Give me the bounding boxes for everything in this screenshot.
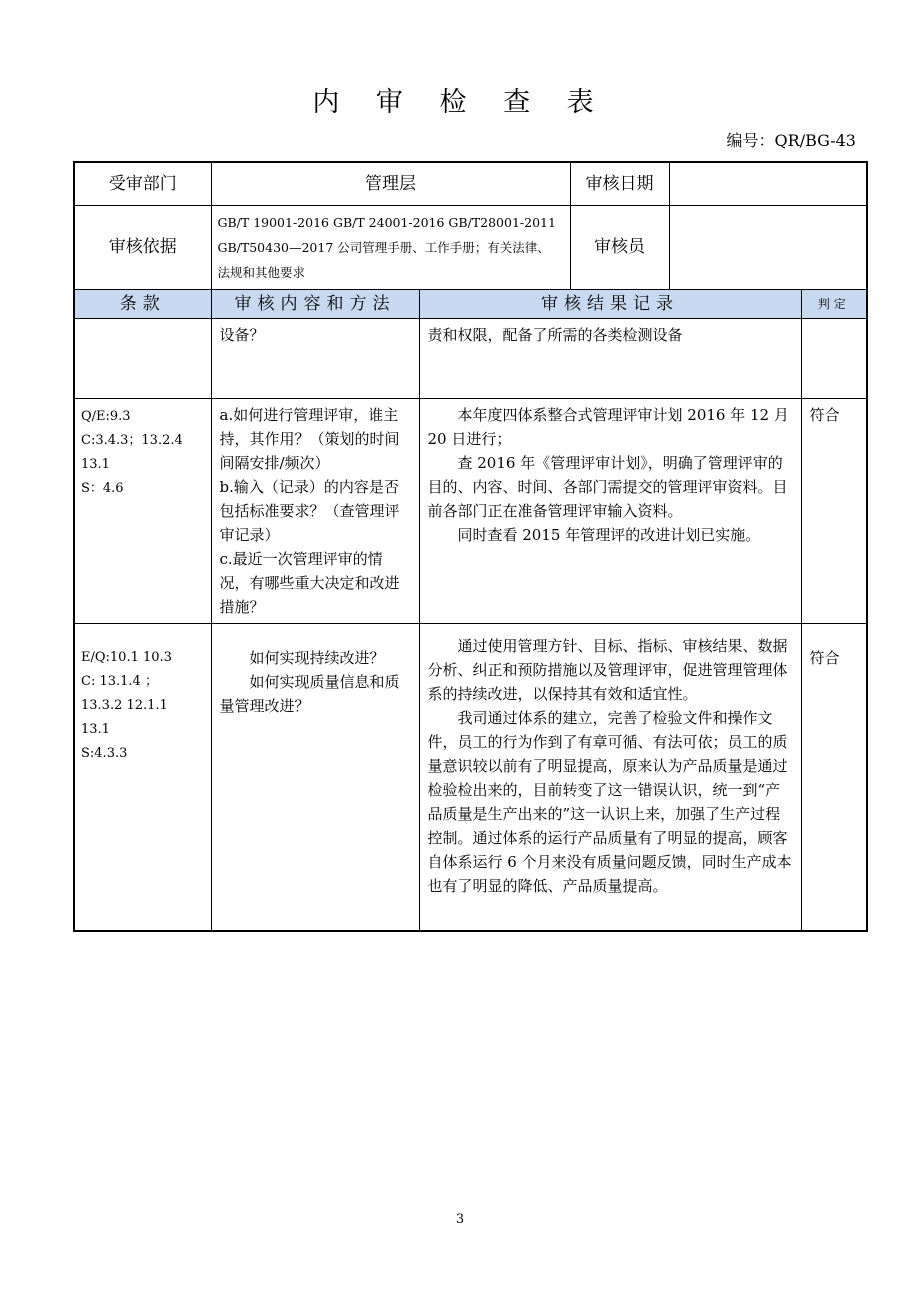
- date-value: [669, 162, 867, 205]
- basis-line: 法规和其他要求: [217, 264, 306, 280]
- auditor-label: 审核员: [570, 205, 669, 289]
- clause-cell: [74, 398, 211, 623]
- auditor-value: [669, 205, 867, 289]
- audit-checklist-table: [73, 161, 868, 932]
- document-number: 编号：QR/BG-43: [726, 131, 856, 150]
- header-clause: 条款: [74, 289, 211, 318]
- clause-line: Q/E:9.3: [81, 408, 131, 424]
- clause-line: C: 13.1.4 ；: [81, 673, 158, 689]
- date-label: 审核日期: [570, 162, 669, 205]
- table-row: [74, 398, 867, 623]
- basis-value: [211, 205, 570, 289]
- result-cell: [419, 623, 801, 931]
- content-line: 设备？: [219, 325, 265, 344]
- document-title: 内 审 检 查 表: [312, 87, 608, 118]
- clause-line: C:3.4.3；13.2.4: [81, 432, 183, 448]
- dept-row: [74, 162, 867, 205]
- header-content: 审核内容和方法: [211, 289, 419, 318]
- result-cell: [419, 318, 801, 398]
- judge-cell: 符合: [801, 623, 867, 931]
- clause-line: 13.1: [81, 721, 110, 737]
- basis-row: [74, 205, 867, 289]
- clause-line: S：4.6: [81, 480, 124, 496]
- page-number: 3: [455, 1212, 465, 1227]
- result-line: 本年度四体系整合式管理评审计划 2016 年 12 月 20 日进行；: [427, 405, 789, 448]
- result-line: 我司通过体系的建立，完善了检验文件和操作文件，员工的行为作到了有章可循、有法可依；员工的质量意识较以前有了明显提高，原来认为产品质量是通过检验检出来的，目前转变了这一错误认识，统一到“产品质量是生产出来的”这一认识上来，加强了生产过程控制。通过体系的运行产品质量有了明显的提高，顾客自体系运行 6 个月来没有质量问题反馈，同时生产成本也有了明显的降低、产品质量提高。: [427, 708, 792, 895]
- result-line: 通过使用管理方针、目标、指标、审核结果、数据分析、纠正和预防措施以及管理评审，促进管理管理体系的持续改进，以保持其有效和适宜性。: [427, 636, 788, 703]
- result-cell: [419, 398, 801, 623]
- judge-cell: [801, 318, 867, 398]
- basis-label: 审核依据: [74, 205, 211, 289]
- clause-line: 13.1: [81, 456, 110, 472]
- content-line: 如何实现持续改进？: [249, 648, 385, 667]
- result-line: 责和权限，配备了所需的各类检测设备: [427, 325, 683, 344]
- content-line: c.最近一次管理评审的情况，有哪些重大决定和改进措施？: [219, 549, 400, 616]
- result-line: 同时查看 2015 年管理评的改进计划已实施。: [457, 525, 761, 544]
- header-judge: 判定: [801, 289, 867, 318]
- dept-value: 管理层: [211, 162, 570, 205]
- content-line: a.如何进行管理评审，谁主持，其作用？（策划的时间间隔安排/频次）: [219, 405, 400, 472]
- content-cell: [211, 398, 419, 623]
- content-line: b.输入（记录）的内容是否包括标准要求？（查管理评审记录）: [219, 477, 400, 544]
- clause-line: S:4.3.3: [81, 745, 128, 761]
- header-result: 审核结果记录: [419, 289, 801, 318]
- clause-line: E/Q:10.1 10.3: [81, 649, 172, 665]
- table-row: [74, 623, 867, 931]
- clause-cell: [74, 318, 211, 398]
- column-header-row: [74, 289, 867, 318]
- clause-cell: [74, 623, 211, 931]
- table-row: [74, 318, 867, 398]
- content-cell: [211, 318, 419, 398]
- basis-line: GB/T 19001-2016 GB/T 24001-2016 GB/T28001-2011: [217, 214, 556, 230]
- content-cell: [211, 623, 419, 931]
- result-line: 查 2016 年《管理评审计划》，明确了管理评审的目的、内容、时间、各部门需提交的管理评审资料。目前各部门正在准备管理评审输入资料。: [427, 453, 788, 520]
- clause-line: 13.3.2 12.1.1: [81, 697, 168, 713]
- dept-label: 受审部门: [74, 162, 211, 205]
- content-line: 如何实现质量信息和质量管理改进？: [219, 672, 400, 715]
- judge-cell: 符合: [801, 398, 867, 623]
- basis-line: GB/T50430—2017 公司管理手册、工作手册；有关法律、: [217, 239, 550, 255]
